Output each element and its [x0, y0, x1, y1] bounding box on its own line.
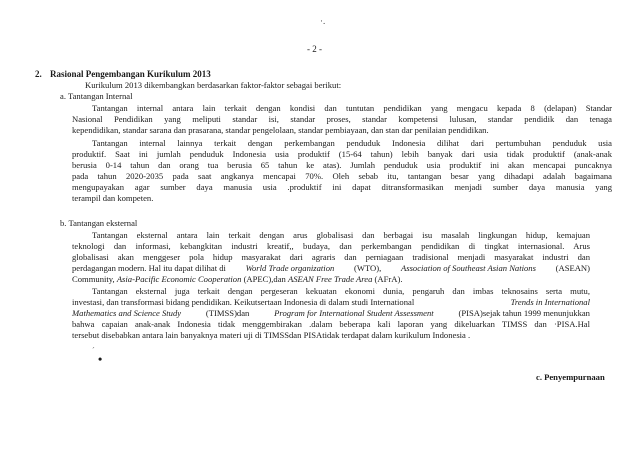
section-title: Rasional Pengembangan Kurikulum 2013 — [50, 69, 211, 79]
eksternal-p1-line-2: teknologi dan informasi, kebangkitan industri kreatif,, budaya, dan perkembangan pendidikan di tingkat internasional. Arus — [72, 241, 590, 251]
eksternal-p1-line-4 — [72, 263, 590, 274]
asean-name: Association of Southeast Asian Nations — [400, 263, 536, 273]
eksternal-p2-line-1: Tantangan eksternal juga terkait dengan pergeseran kekuatan ekonomi dunia, pengaruh dan imbas teknosains serta mutu, — [92, 286, 590, 296]
timss-name-part1: Trends in International — [510, 297, 590, 307]
text-segment: Community, — [72, 274, 115, 284]
top-mark: ·. — [320, 16, 326, 26]
afta-name: ASEAN Free Trade Area — [287, 274, 373, 284]
internal-p2-line-4: pada tahun 2020-2035 pada saat angkanya mencapai 70%. Oleh sebab itu, tantangan besar yang dihadapi adalah bagaimana — [72, 171, 612, 181]
pisa-abbr: (PISA)sejak tahun 1999 menunjukkan — [458, 308, 590, 318]
wto-abbr: (WTO), — [353, 263, 382, 273]
afta-abbr: (AFrA). — [374, 274, 403, 284]
stray-mark: ´ — [92, 346, 95, 355]
heading-eksternal: b. Tantangan eksternal — [60, 218, 138, 228]
eksternal-p2-line-4: bahwa capaian anak-anak Indonesia tidak menggembirakan .dalam beberapa kali laporan yang dikeluarkan TIMSS dan ·PISA.Hal — [72, 319, 590, 329]
wto-name: World Trade organization — [245, 263, 335, 273]
page-number: - 2 - — [307, 44, 322, 54]
internal-p1-line-2: Nasional Pendidikan yang meliputi standar isi, standar proses, standar kompetensi lulusan, standar pendidik dan tenaga — [72, 114, 612, 124]
apec-name: Asia-Pacific Economic Cooperation — [116, 274, 242, 284]
section-intro: Kurikulum 2013 dikembangkan berdasarkan faktor-faktor sebagai berikut: — [85, 80, 342, 90]
internal-p2-line-1: Tantangan internal lainnya terkait dengan perkembangan penduduk Indonesia dilihat dari pertumbuhan penduduk usia — [92, 138, 612, 148]
pisa-name: Program for International Student Assessment — [274, 308, 434, 318]
section-number: 2. — [35, 69, 42, 79]
eksternal-p2-line-3 — [72, 308, 590, 319]
text-segment: perdagangan modern. Hal itu dapat dilihat di — [72, 263, 226, 273]
eksternal-p2-line-5: tersebut disebabkan antara lain banyaknya materi uji di TIMSSdan PISAtidak terdapat dalam kurikulum Indonesia . — [72, 330, 471, 340]
timss-name-part2: Mathematics and Science Study — [72, 308, 182, 318]
internal-p1-line-3: kependidikan, standar sarana dan prasarana, standar pengelolaan, standar pembiayaan, dan stan dar penilaian pendidikan. — [72, 125, 489, 135]
eksternal-p1-line-1: Tantangan eksternal antara lain terkait dengan arus globalisasi dan berbagai isu masalah lingkungan hidup, kemajuan — [92, 230, 590, 240]
internal-p2-line-2: produktif. Saat ini jumlah penduduk Indonesia usia produktif (15-64 tahun) lebih banyak dari usia tidak produktif (anak-anak — [72, 149, 612, 159]
timss-abbr: (TIMSS)dan — [205, 308, 250, 318]
next-section-heading: c. Penyempurnaan — [536, 372, 605, 382]
eksternal-p1-line-5 — [72, 274, 402, 285]
internal-p1-line-1: Tantangan internal antara lain terkait dengan kondisi dan tuntutan pendidikan yang mengacu kepada 8 (delapan) Standar — [92, 103, 612, 113]
asean-abbr: (ASEAN) — [555, 263, 590, 273]
internal-p2-line-5: mengupayakan agar sumber daya manusia usia .produktif ini dapat ditransformasikan menjadi sumber daya manusia yang — [72, 182, 612, 192]
bullet-mark: • — [98, 352, 103, 366]
internal-p2-line-3: berusia 0-14 tahun dan orang tua berusia 65 tahun ke atas). Jumlah penduduk usia produktif ini akan mencapai puncaknya — [72, 160, 612, 170]
text-segment: investasi, dan transformasi bidang pendidikan. Keikutsertaan Indonesia di dalam studi International — [72, 297, 415, 307]
internal-p2-line-6: terampil dan kompeten. — [72, 193, 154, 203]
heading-internal: a. Tantangan Internal — [60, 91, 133, 101]
eksternal-p1-line-3: globalisasi akan menggeser pola hidup masyarakat dari agraris dan perniagaan tradisional menjadi masyarakat industri dan — [72, 252, 590, 262]
eksternal-p2-line-2 — [72, 297, 590, 308]
apec-abbr: (APEC),dan — [243, 274, 286, 284]
